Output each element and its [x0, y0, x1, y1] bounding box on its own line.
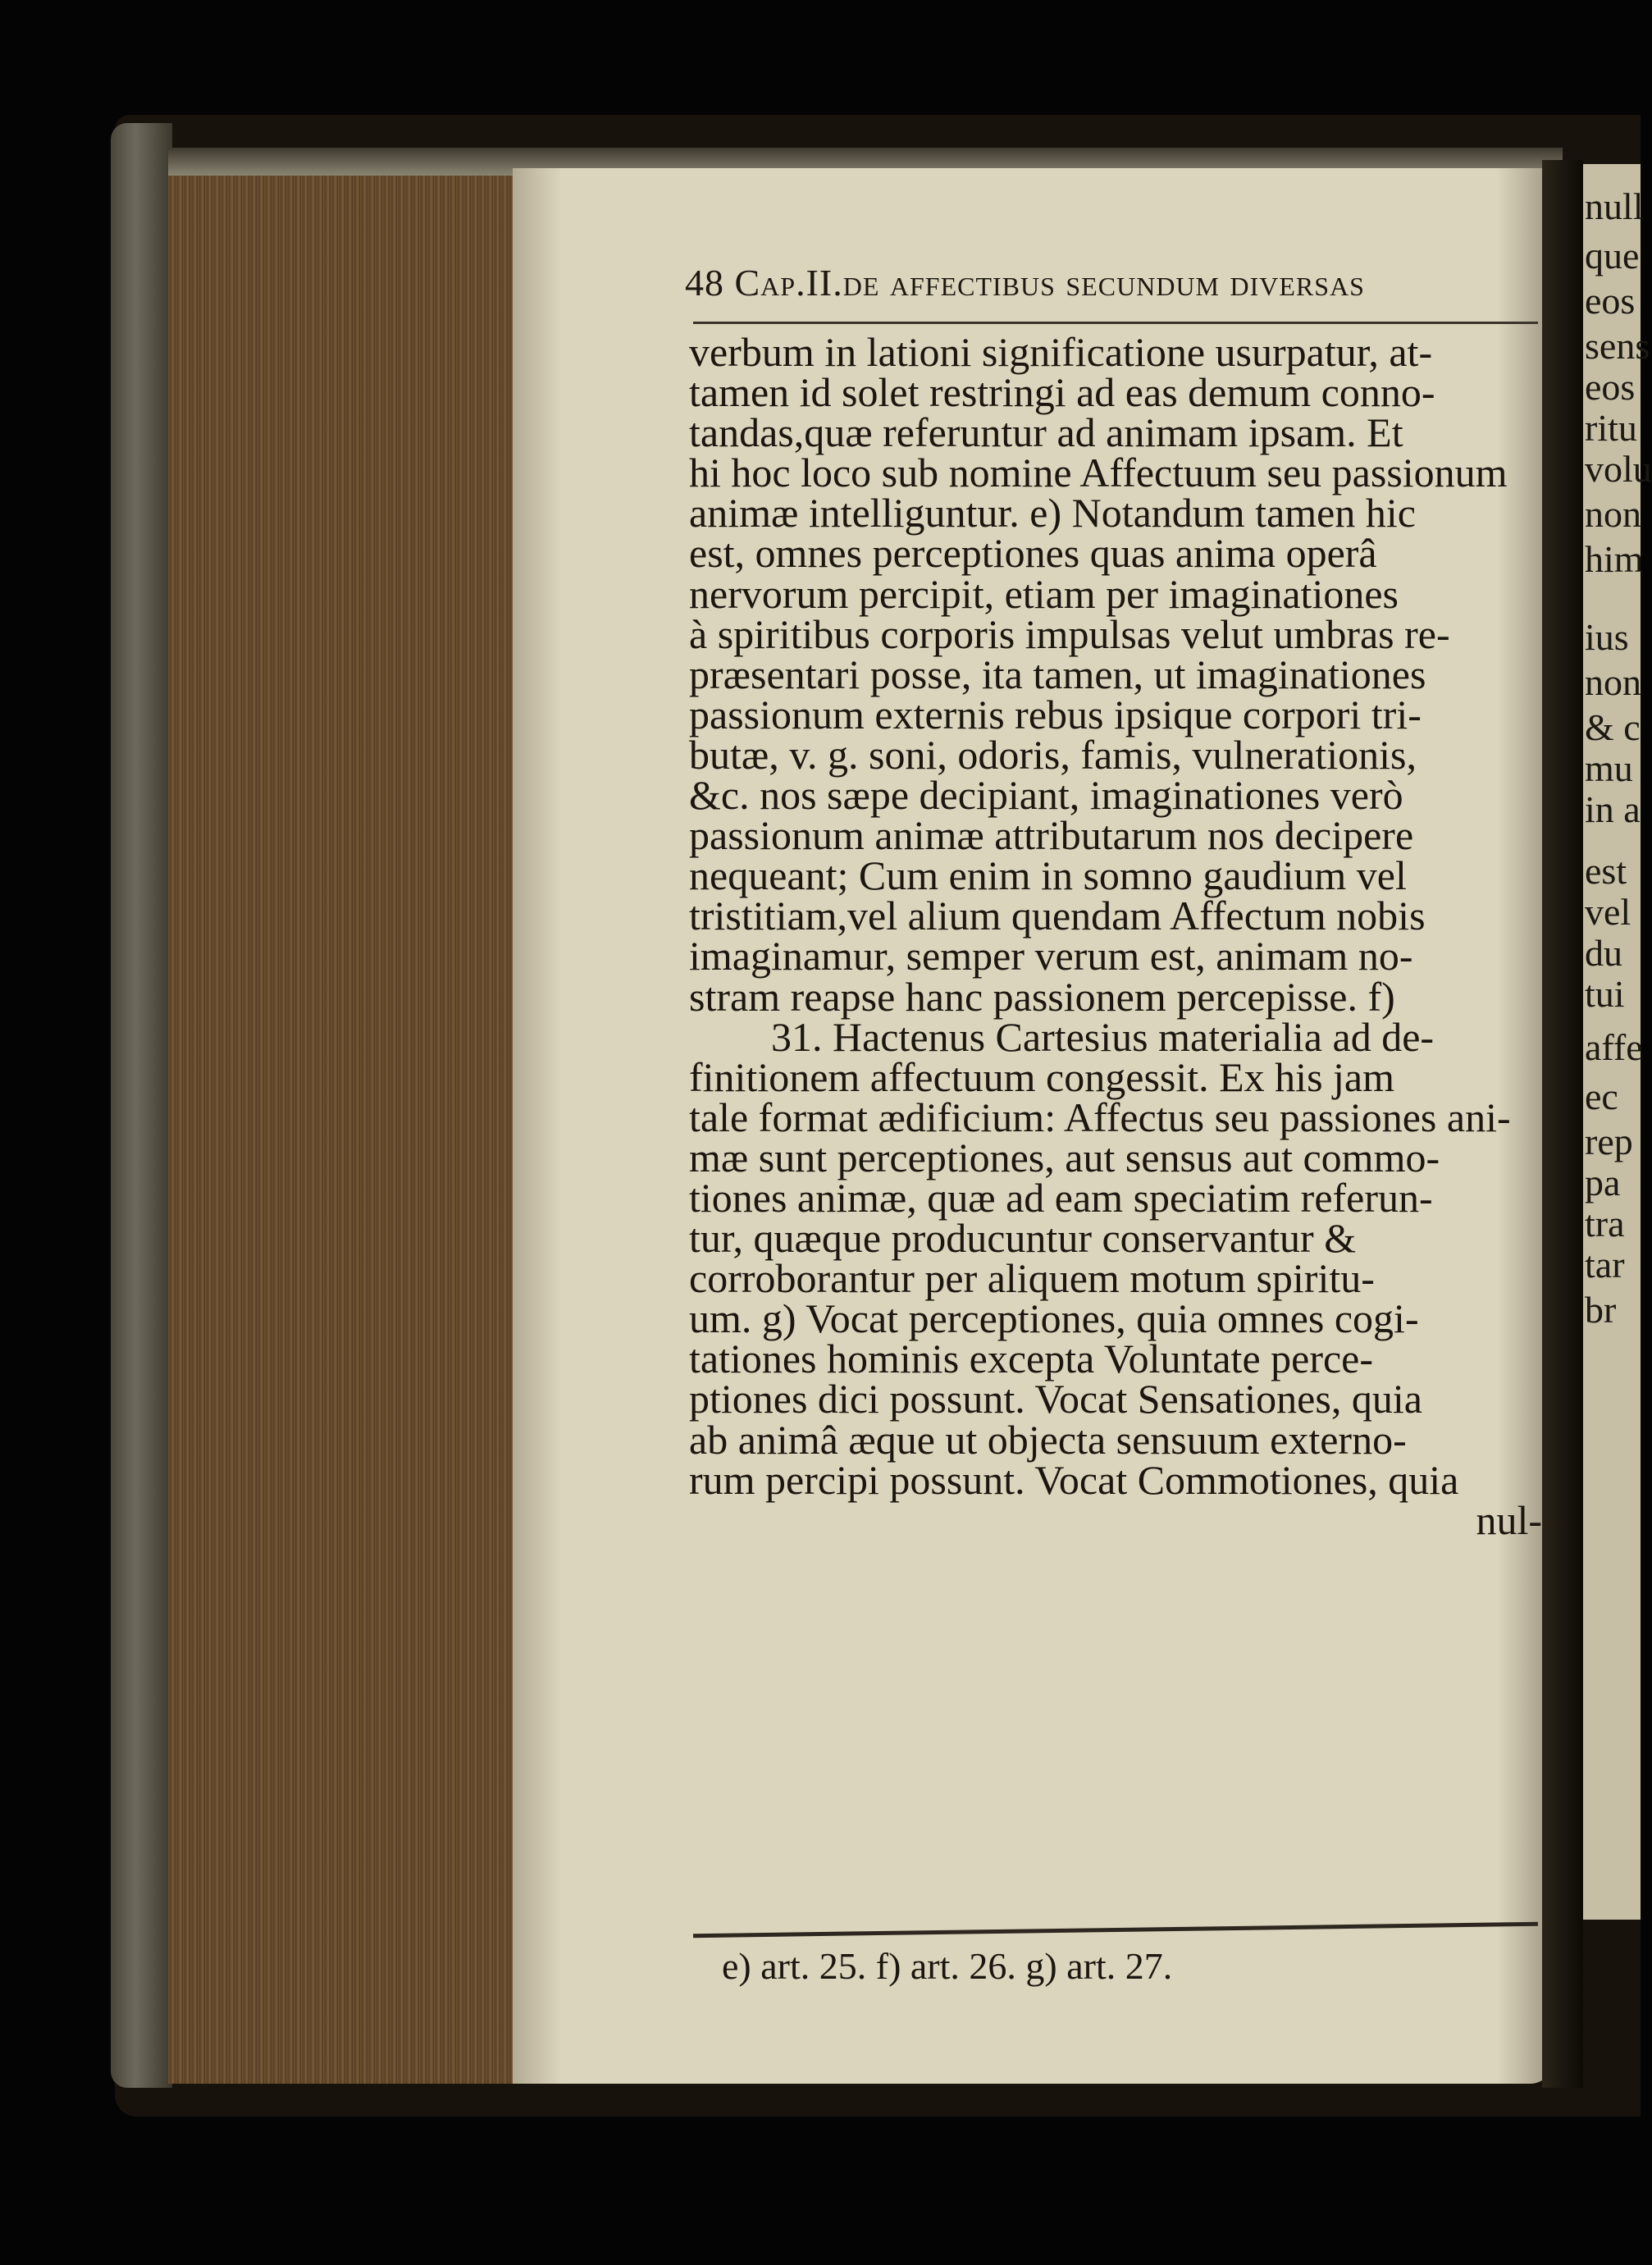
- text-line: hi hoc loco sub nomine Affectuum seu passionum: [689, 450, 1508, 496]
- text-line: ab animâ æque ut objecta sensuum externo-: [689, 1416, 1407, 1463]
- text-line: imaginamur, semper verum est, animam no-: [689, 933, 1413, 980]
- facing-page-fragment: sens: [1585, 325, 1650, 367]
- facing-page-fragment: pa: [1585, 1162, 1621, 1203]
- facing-page-fragment: ritu: [1585, 407, 1637, 449]
- text-line: rum percipi possunt. Vocat Commotiones, quia: [689, 1456, 1459, 1503]
- text-line: corroborantur per aliquem motum spiritu-: [689, 1255, 1375, 1302]
- text-line: à spiritibus corporis impulsas velut umbras re-: [689, 610, 1450, 657]
- facing-page-fragment: vel: [1585, 891, 1631, 933]
- facing-page-fragment: tui: [1585, 973, 1625, 1015]
- text-line: tiones animæ, quæ ad eam speciatim referun-: [689, 1174, 1433, 1221]
- facing-page-fragment: eos: [1585, 366, 1636, 408]
- facing-page-fragment: du: [1585, 932, 1622, 974]
- facing-page-fragment: mu: [1585, 747, 1633, 789]
- text-line: nervorum percipit, etiam per imaginationes: [689, 570, 1399, 617]
- facing-page-fragment: tra: [1585, 1203, 1625, 1244]
- text-line: &c. nos sæpe decipiant, imaginationes verò: [689, 772, 1403, 819]
- catchword: nul-: [1476, 1496, 1542, 1543]
- page-block-edge: [168, 168, 518, 2084]
- facing-page-fragment: est: [1585, 850, 1627, 892]
- text-line: verbum in lationi significatione usurpatur, at-: [689, 329, 1433, 375]
- text-line: nequeant; Cum enim in somno gaudium vel: [689, 852, 1407, 899]
- text-line: præsentari posse, ita tamen, ut imaginationes: [689, 651, 1426, 697]
- text-line: tamen id solet restringi ad eas demum conno-: [689, 369, 1435, 416]
- text-line: passionum animæ attributarum nos decipere: [689, 812, 1414, 859]
- text-line: ptiones dici possunt. Vocat Sensationes, quia: [689, 1376, 1422, 1422]
- text-line: passionum externis rebus ipsique corpori tri-: [689, 691, 1422, 737]
- facing-page-fragment: him: [1585, 538, 1644, 580]
- page-body: [689, 329, 1542, 1543]
- text-line: tristitiam,vel alium quendam Affectum nobis: [689, 893, 1426, 939]
- facing-page-fragment: & c: [1585, 706, 1641, 748]
- text-line: animæ intelliguntur. e) Notandum tamen hic: [689, 490, 1416, 537]
- facing-page-fragment: affe: [1585, 1026, 1643, 1068]
- facing-page-fragment: rep: [1585, 1121, 1633, 1162]
- text-line: um. g) Vocat perceptiones, quia omnes cogi-: [689, 1295, 1419, 1342]
- facing-page-fragment: ec: [1585, 1075, 1618, 1117]
- vellum-cover-edge: [111, 123, 172, 2088]
- facing-page-fragment: in a: [1585, 788, 1641, 830]
- facing-page-edge: [1583, 164, 1652, 1920]
- text-line: tale format ædificium: Affectus seu passiones ani-: [689, 1094, 1511, 1140]
- facing-page-fragment: que: [1585, 235, 1640, 276]
- facing-page-fragment: br: [1585, 1289, 1617, 1331]
- text-line: est, omnes perceptiones quas anima operâ: [689, 530, 1377, 577]
- facing-page-fragment: volu: [1585, 448, 1652, 490]
- facing-page-fragment: non: [1585, 661, 1641, 703]
- text-line: tationes hominis excepta Voluntate perce-: [689, 1336, 1374, 1382]
- text-line: finitionem affectuum congessit. Ex his jam: [689, 1053, 1395, 1100]
- footnotes: e) art. 25. f) art. 26. g) art. 27.: [722, 1945, 1173, 1987]
- text-line: stram reapse hanc passionem percepisse. f): [689, 973, 1395, 1020]
- facing-page-fragment: ius: [1585, 616, 1629, 658]
- paragraph-start-line: 31. Hactenus Cartesius materialia ad de-: [771, 1013, 1435, 1060]
- facing-page-fragment: tar: [1585, 1244, 1625, 1285]
- header-rule: [693, 322, 1538, 324]
- facing-page-fragment: null: [1585, 185, 1644, 227]
- facing-page-fragment: eos: [1585, 280, 1636, 322]
- text-line: butæ, v. g. soni, odoris, famis, vulnerationis,: [689, 731, 1417, 778]
- book-gutter: [1542, 160, 1583, 2088]
- text-line: mæ sunt perceptiones, aut sensus aut commo-: [689, 1134, 1440, 1180]
- running-header: 48 Cap.II.de affectibus secundum diversas: [685, 262, 1365, 304]
- facing-page-fragment: non: [1585, 493, 1641, 535]
- text-line: tandas,quæ referuntur ad animam ipsam. Et: [689, 409, 1403, 456]
- text-line: tur, quæque producuntur conservantur &: [689, 1215, 1357, 1262]
